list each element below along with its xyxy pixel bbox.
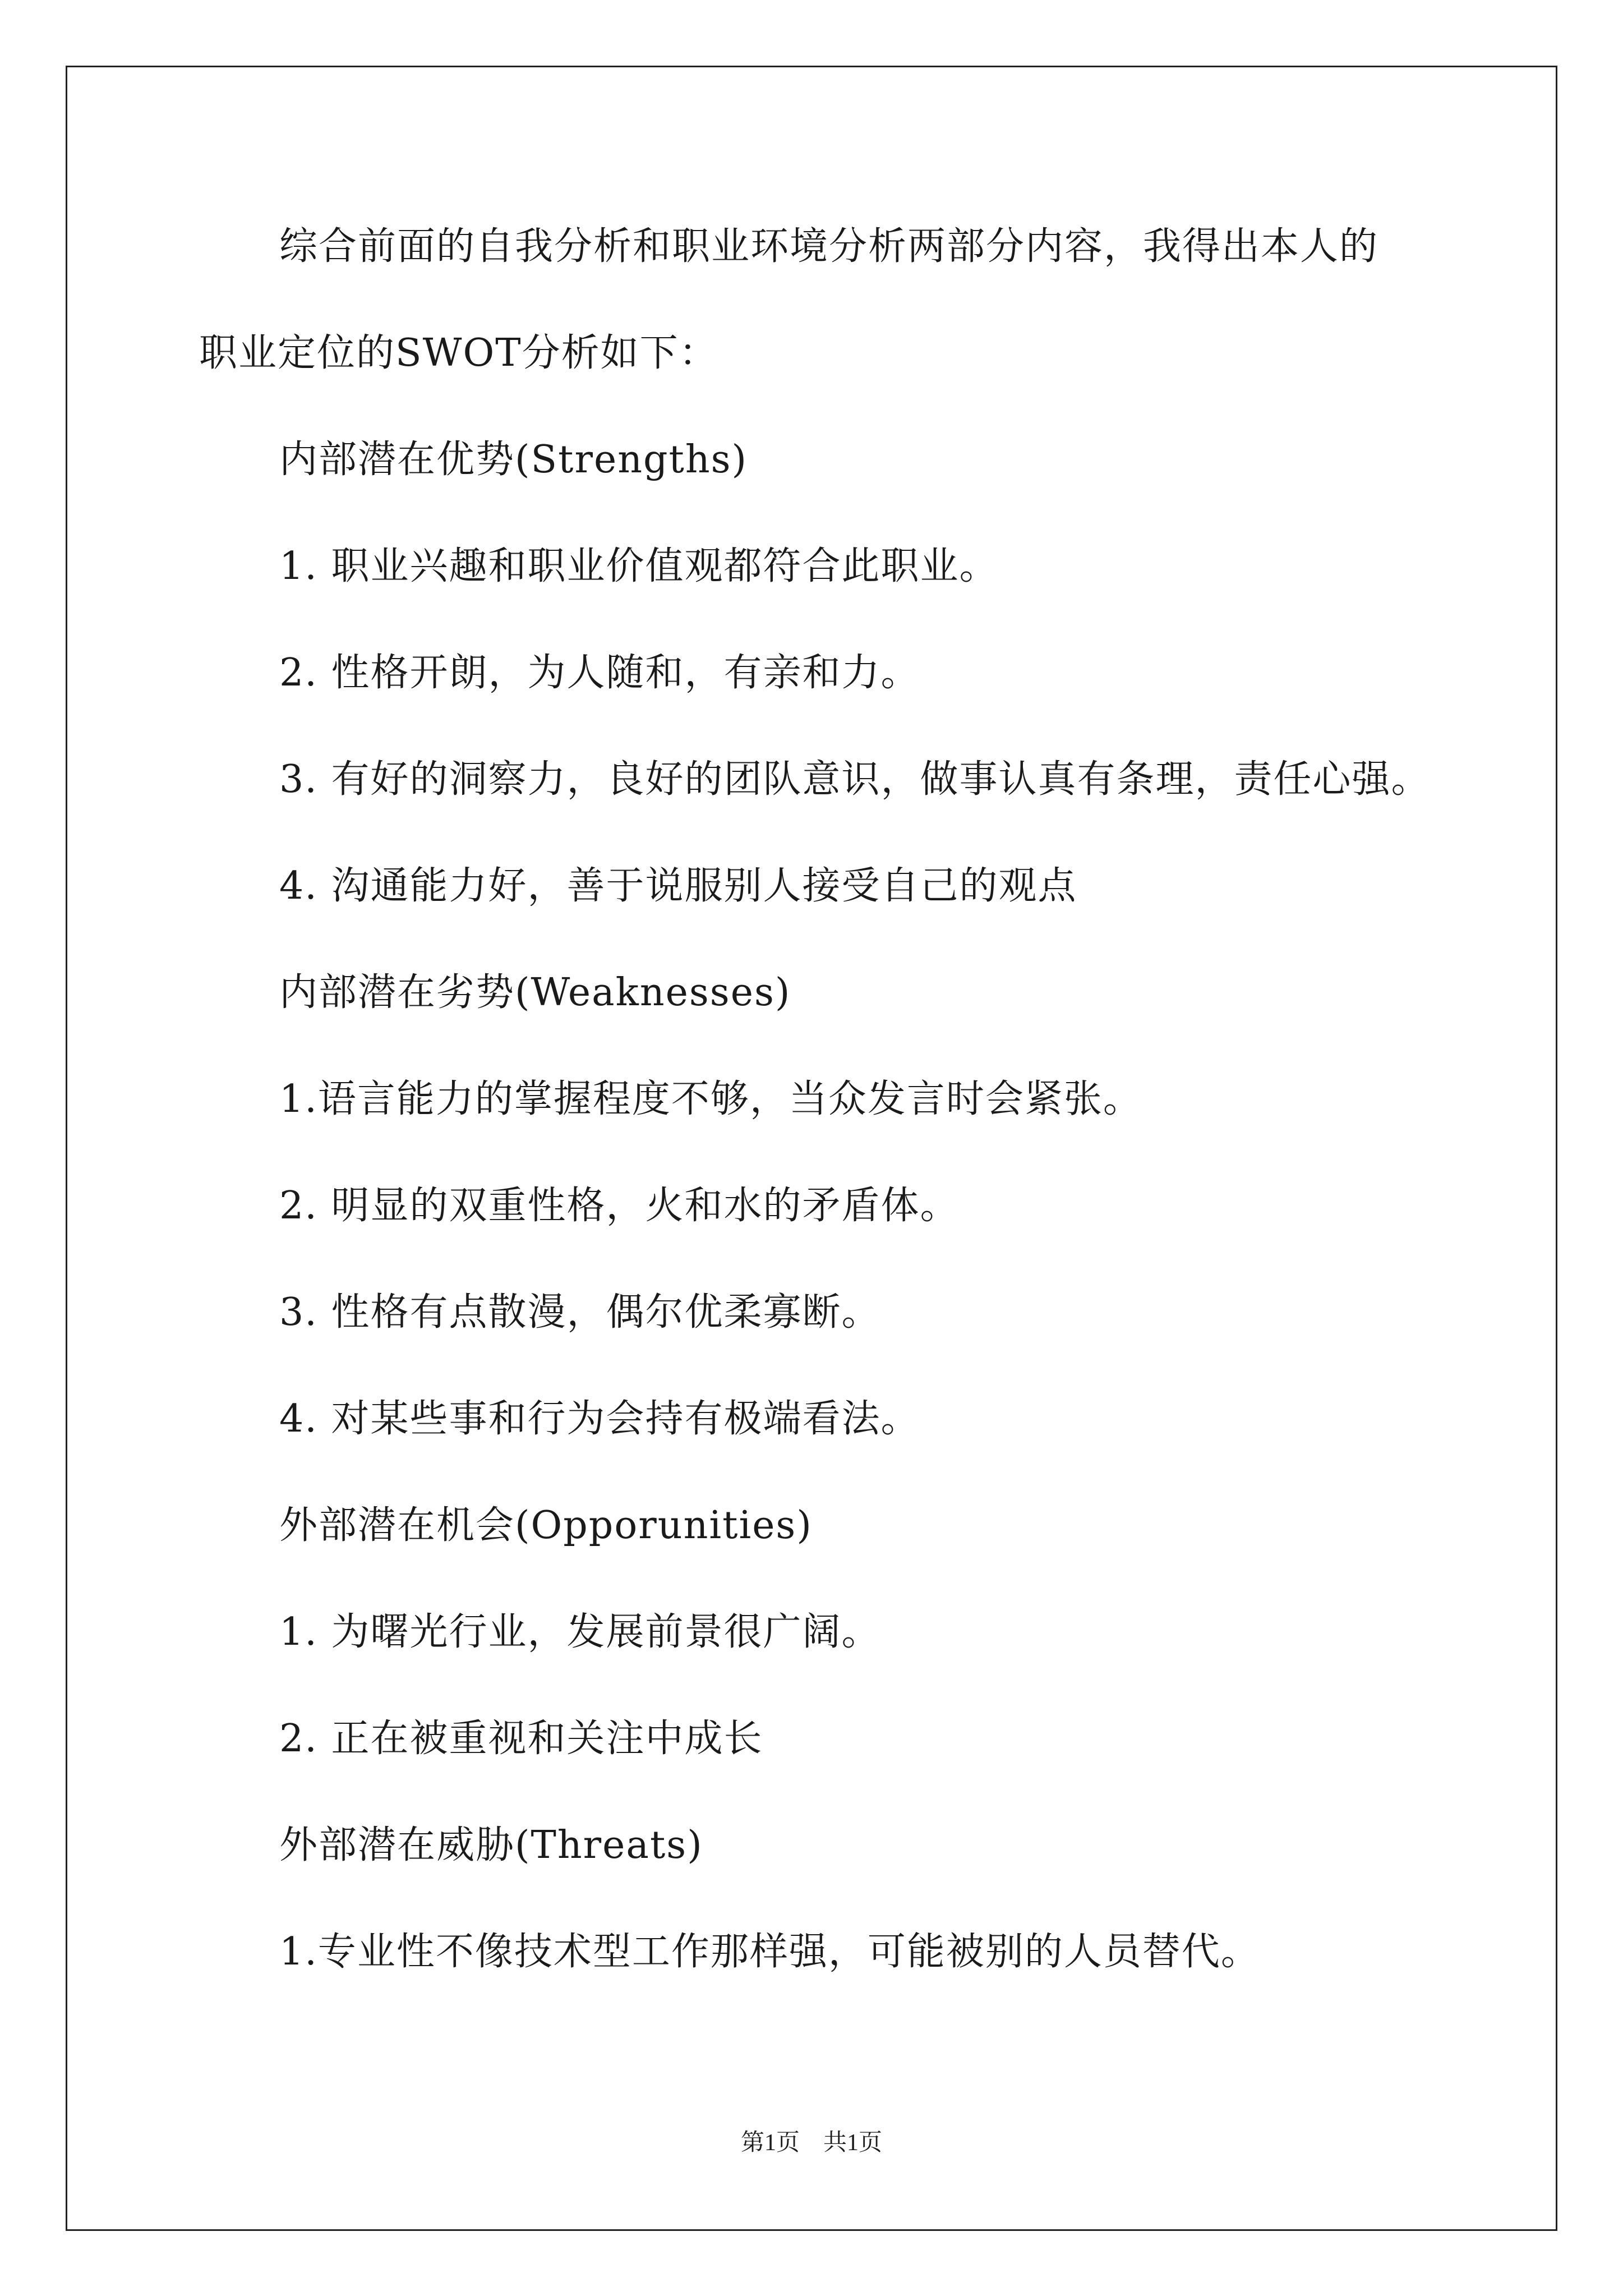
section-heading-strengths: 内部潜在优势(Strengths) — [279, 438, 748, 482]
section-heading-weaknesses: 内部潜在劣势(Weaknesses) — [279, 970, 791, 1015]
list-item: 2. 明显的双重性格，火和水的矛盾体。 — [279, 1184, 960, 1228]
section-heading-threats: 外部潜在威胁(Threats) — [279, 1823, 703, 1867]
list-item: 4. 对某些事和行为会持有极端看法。 — [279, 1397, 920, 1441]
list-item: 1.语言能力的掌握程度不够，当众发言时会紧张。 — [279, 1077, 1142, 1121]
list-item: 1. 为曙光行业，发展前景很广阔。 — [279, 1610, 881, 1654]
list-item: 3. 有好的洞察力，良好的团队意识，做事认真有条理，责任心强。 — [279, 757, 1431, 802]
list-item: 2. 性格开朗，为人随和，有亲和力。 — [279, 651, 920, 695]
list-item: 4. 沟通能力好，善于说服别人接受自己的观点 — [279, 864, 1077, 908]
paragraph: 综合前面的自我分析和职业环境分析两部分内容，我得出本人的 — [279, 224, 1379, 269]
list-item: 3. 性格有点散漫，偶尔优柔寡断。 — [279, 1290, 881, 1335]
list-item: 2. 正在被重视和关注中成长 — [279, 1717, 763, 1761]
section-heading-opportunities: 外部潜在机会(Opporunities) — [279, 1503, 813, 1548]
paragraph: 职业定位的SWOT分析如下： — [199, 331, 718, 375]
page-number-footer: 第1页 共1页 — [740, 2130, 882, 2156]
list-item: 1.专业性不像技术型工作那样强，可能被别的人员替代。 — [279, 1930, 1260, 1974]
page-frame — [66, 66, 1557, 2231]
list-item: 1. 职业兴趣和职业价值观都符合此职业。 — [279, 544, 999, 588]
